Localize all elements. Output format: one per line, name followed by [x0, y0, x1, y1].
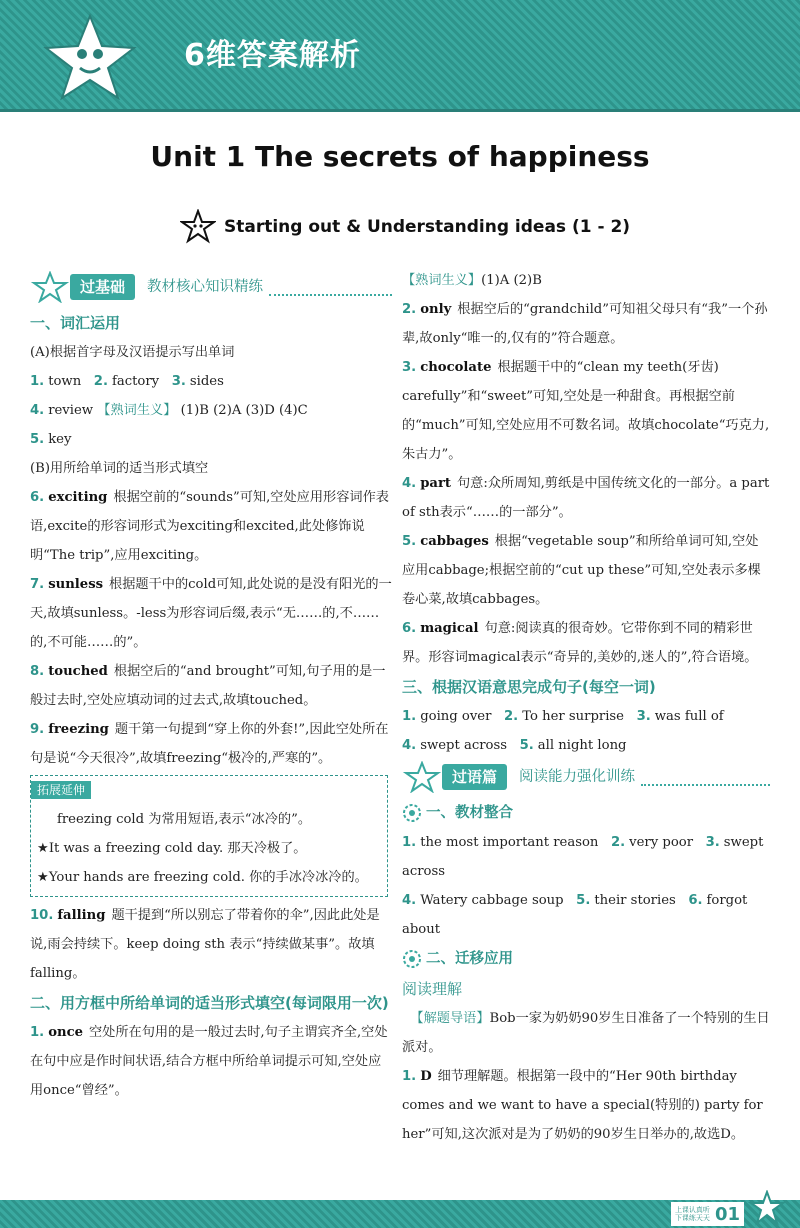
answer-item: 2. only 根据空后的“grandchild”可知祖父母只有“我”一个孙辈,故only“唯一的,仅有的”符合题意。	[402, 302, 768, 346]
footer-slogan: 上课认真听 下课练天天	[674, 1206, 710, 1222]
subsection-transfer: 二、迁移应用	[402, 944, 770, 974]
answer-row: 1. the most important reason 2. very poor 3. swept across	[402, 835, 764, 879]
subsection-b: (B)用所给单词的适当形式填空	[30, 461, 209, 476]
answer-item: 5. cabbages 根据“vegetable soup”和所给单词可知,空处应用cabbage;根据空前的“cut up these”可知,空处表示多棵卷心菜,故填cabbages。	[402, 534, 761, 607]
banner-title: 6维答案解析	[184, 38, 361, 73]
header-banner	[0, 0, 800, 112]
answer-item: 6. magical 句意:阅读真的很奇妙。它带你到不同的精彩世界。形容词magical表示“奇异的,美妙的,迷人的”,符合语境。	[402, 621, 758, 665]
mascot-star-icon	[30, 271, 70, 303]
divider	[269, 278, 392, 296]
page-number: 01	[714, 1203, 740, 1225]
section-vocab: 一、词汇运用	[30, 314, 121, 332]
basics-subtitle: 教材核心知识精练	[147, 278, 264, 295]
answer-row: 4. review 【熟词生义】 (1)B (2)A (3)D (4)C	[30, 403, 308, 418]
answer-item: 3. chocolate 根据题干中的“clean my teeth(牙齿) carefully”和“sweet”可知,空处是一种甜食。再根据空前的“much”可知,空处应用不可数名词。故填chocolate“巧克力,朱古力”。	[402, 360, 770, 462]
divider	[641, 768, 770, 786]
extension-text: freezing cold 为常用短语,表示“冰冷的”。	[57, 812, 312, 827]
basics-pill: 过基础	[70, 274, 135, 300]
section-box-fill: 二、用方框中所给单词的适当形式填空(每词限用一次)	[30, 994, 389, 1012]
guide-text: 【解题导语】Bob一家为奶奶90岁生日准备了一个特别的生日派对。	[402, 1011, 770, 1055]
answer-item: 10. falling 题干提到“所以别忘了带着你的伞”,因此此处是说,雨会持续下。keep doing sth 表示“持续做某事”。故填falling。	[30, 908, 380, 981]
flower-icon	[402, 803, 422, 823]
answer-item: 4. part 句意:众所周知,剪纸是中国传统文化的一部分。a part of sth表示“……的一部分”。	[402, 476, 770, 520]
extension-box	[30, 775, 388, 897]
answer-item: 1. D 细节理解题。根据第一段中的“Her 90th birthday comes and we want to have a special(特别的) party for her”可知,这次派对是为了奶奶的90岁生日举办的,故选D。	[402, 1069, 763, 1142]
answer-item: 1. once 空处所在句用的是一般过去时,句子主谓宾齐全,空处在句中应是作时间状语,结合方框中所给单词提示可知,空处应用once“曾经”。	[30, 1025, 388, 1098]
answer-row: 【熟词生义】(1)A (2)B	[402, 273, 542, 288]
star-face-icon	[180, 209, 216, 245]
answer-item: 6. exciting 根据空前的“sounds”可知,空处应用形容词作表语,excite的形容词形式为exciting和excited,此处修饰说明“The trip”,应用exciting。	[30, 490, 389, 563]
mascot-star-icon	[402, 761, 442, 793]
basics-header	[30, 270, 392, 304]
flower-icon	[402, 949, 422, 969]
reading-pill: 过语篇	[442, 764, 507, 790]
subsection-a: (A)根据首字母及汉语提示写出单词	[30, 345, 235, 360]
mascot-star-icon	[748, 1190, 786, 1226]
section-heading-text: Starting out & Understanding ideas (1 - 2)	[224, 217, 631, 237]
answer-item: 9. freezing 题干第一句提到“穿上你的外套!”,因此空处所在句是说“今天很冷”,故填freezing“极冷的,严寒的”。	[30, 722, 389, 766]
extension-example: ★Your hands are freezing cold. 你的手冰冷冰冷的。	[37, 870, 368, 885]
answer-row: 4. Watery cabbage soup 5. their stories 6. forgot about	[402, 893, 748, 937]
reading-subtitle: 阅读能力强化训练	[519, 768, 636, 785]
section-translation: 三、根据汉语意思完成句子(每空一词)	[402, 678, 656, 696]
answer-row: 1. town 2. factory 3. sides	[30, 374, 224, 389]
right-column	[402, 266, 770, 1149]
extension-example: ★It was a freezing cold day. 那天冷极了。	[37, 841, 307, 856]
left-column	[30, 270, 392, 1105]
subsection-integration: 一、教材整合	[402, 798, 770, 828]
answer-row: 5. key	[30, 432, 72, 447]
mascot-star-icon	[30, 12, 150, 102]
reading-heading: 阅读理解	[402, 980, 463, 998]
footer-page-box	[671, 1202, 744, 1226]
answer-row: 1. going over 2. To her surprise 3. was full of	[402, 709, 724, 724]
answer-item: 8. touched 根据空后的“and brought”可知,句子用的是一般过去时,空处应填动词的过去式,故填touched。	[30, 664, 386, 708]
section-heading	[180, 207, 630, 247]
reading-header	[402, 760, 770, 794]
extension-tag: 拓展延伸	[31, 781, 91, 799]
answer-row: 4. swept across 5. all night long	[402, 738, 627, 753]
page-title: Unit 1 The secrets of happiness	[150, 140, 650, 173]
answer-item: 7. sunless 根据题干中的cold可知,此处说的是没有阳光的一天,故填sunless。-less为形容词后缀,表示“无……的,不……的,不可能……的”。	[30, 577, 392, 650]
